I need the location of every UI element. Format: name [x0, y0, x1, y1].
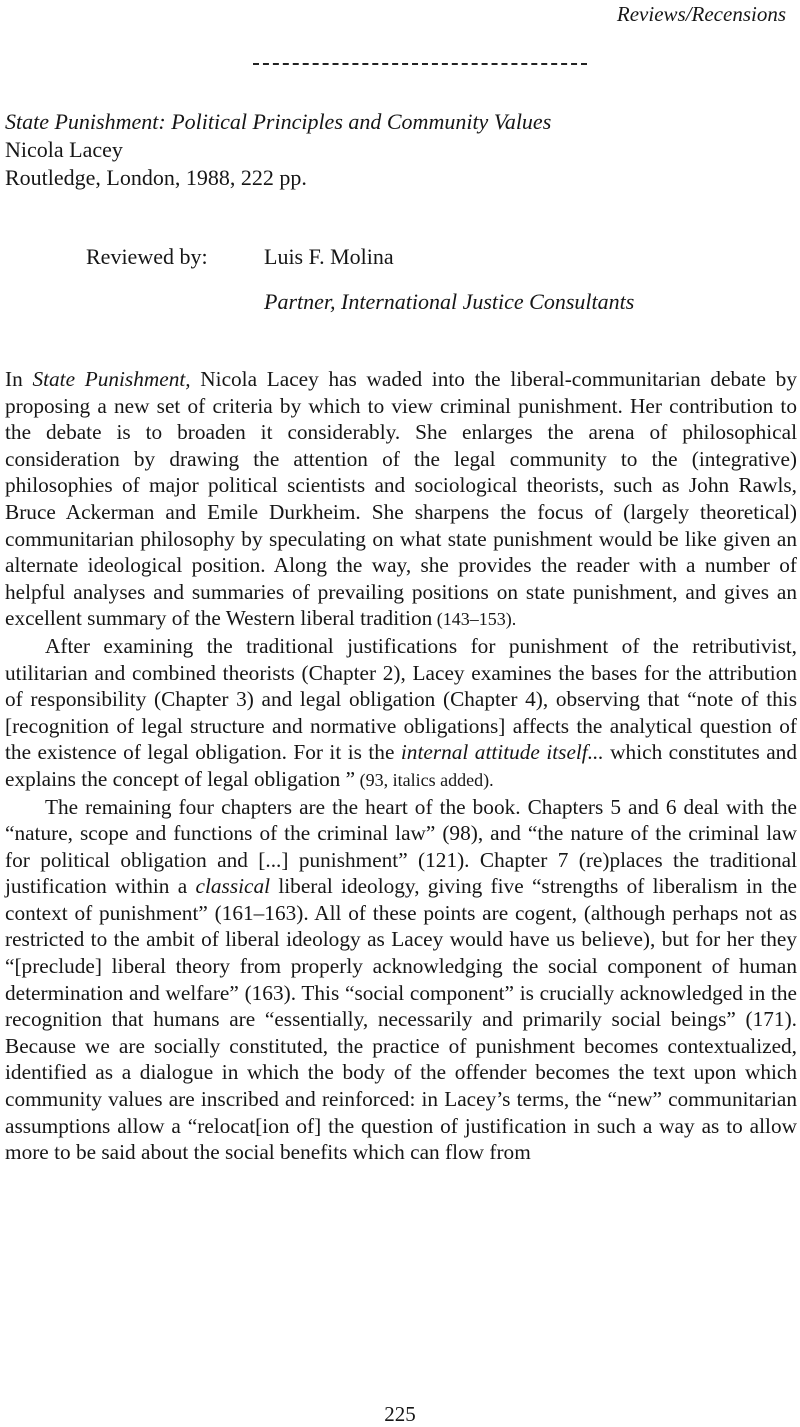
reviewer-affiliation: Partner, International Justice Consultants [264, 289, 635, 314]
reviewed-by-label: Reviewed by: [86, 244, 208, 269]
p3-text: The remaining four chapters are the heart of the book. Chapters 5 and 6 deal with the “nature, scope and functions of the criminal law” (98), and “the nature of the criminal law for political obligation and [...] punishment” (121). Chapter 7 (re)places the traditional justification within a [5, 794, 797, 899]
p3-text-cont: liberal ideology, giving five “strengths of liberalism in the context of punishment” (161–163). All of these points are cogent, (although perhaps not as restricted to the ambit of liberal ideology as Lacey would have us believe), but for her they “[preclude] liberal theory from properly acknowledging the social component of human determination and welfare” (163). This “social component” is crucially acknowledged in the recognition that humans are “essentially, necessarily and primarily social beings” (171). Because we are socially constituted, the practice of punishment becomes contextualized, identified as a dialogue in which the body of the offender becomes the text upon which community values are inscribed and reinforced: in Lacey’s terms, the “new” communitarian assumptions allow a “relocat[ion of] the question of justification in such a way as to allow more to be said about the social benefits which can flow from [5, 874, 797, 1165]
book-author: Nicola Lacey [5, 137, 123, 162]
p2-text: After examining the traditional justifications for punishment of the retributivist, utilitarian and combined theorists (Chapter 2), Lacey examines the bases for the attribution of responsibility (Chapter 3) and legal obligation (Chapter 4), observing that “note of this [recognition of legal structure and normative obligations] affects the analytical question of the existence of legal obligation. For it is the [5, 633, 797, 765]
paragraph-1 [5, 366, 797, 633]
p2-text-cont: which constitutes and explains the concept of legal obligation ” [5, 740, 797, 791]
p2-italic-phrase: internal attitude itself... [400, 740, 604, 765]
p1-citation: (143–153). [432, 609, 517, 630]
reviewer-name: Luis F. Molina [264, 244, 394, 269]
running-head: Reviews/Recensions [616, 2, 786, 26]
book-citation [5, 108, 551, 192]
book-title: State Punishment: Political Principles and Community Values [5, 109, 552, 134]
p1-lead: In [5, 367, 33, 391]
paragraph-3 [5, 794, 797, 1166]
dashed-rule-divider [253, 63, 587, 65]
p3-italic-word: classical [195, 874, 271, 899]
paragraph-2 [5, 633, 797, 794]
p1-text: Nicola Lacey has waded into the liberal-communitarian debate by proposing a new set of criteria by which to view criminal punishment. Her contribution to the debate is to broaden it considerably. She enlarges the arena of philosophical consideration by drawing the attention of the legal community to the (integrative) philosophies of major political scientists and sociological theorists, such as John Rawls, Bruce Ackerman and Emile Durkheim. She sharpens the focus of (largely theoretical) communitarian philosophy by speculating on what state punishment would be like given an alternate ideological position. Along the way, she provides the reader with a number of helpful analyses and summaries of prevailing positions on state punishment, and gives an excellent summary of the Western liberal tradition [5, 367, 797, 631]
p2-citation: (93, italics added). [355, 769, 494, 790]
review-body [5, 366, 797, 1166]
p1-italic-title: State Punishment, [32, 367, 191, 391]
book-publisher: Routledge, London, 1988, 222 pp. [5, 165, 307, 190]
page-number: 225 [384, 1402, 416, 1426]
